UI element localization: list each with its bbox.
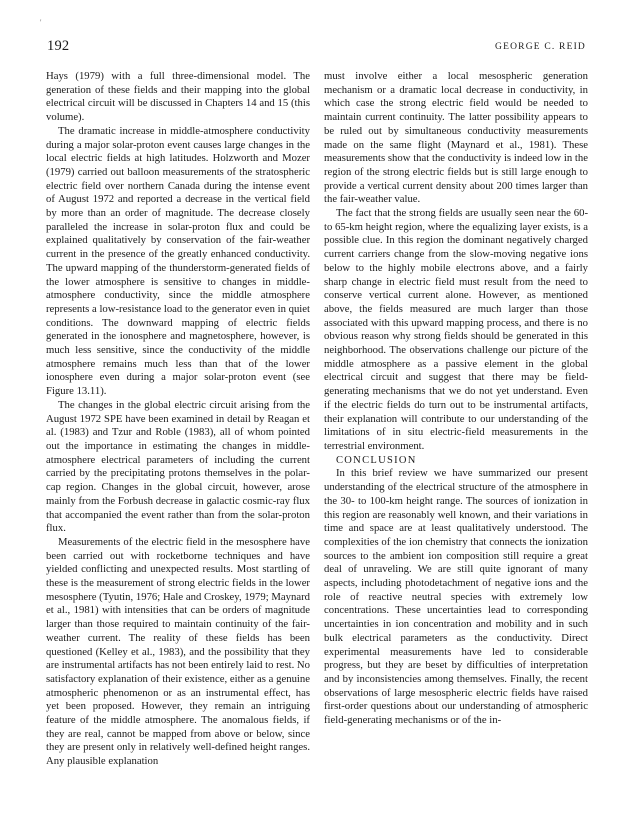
right-column [324,70,588,728]
scan-mark: ' [40,18,42,27]
paragraph: In this brief review we have summarized our present understanding of the electrical structure of the atmosphere in the 30- to 100-km height range. The sources of ionization in this region are reasonably well known, and their variations in time and space are at least qualitatively understood. The complexities of the ion chemistry that connects the ionization sources to the ambient ion composition still require a great deal of unraveling. We are still quite ignorant of many aspects, including photodetachment of negative ions and the role of reactive neutral species with extremely low concentrations. These uncertainties lead to corresponding uncertainties in ion concentration and mobility and in such bulk electrical parameters as the conductivity. Direct experimental measurements have led to considerable progress, but they are beset by difficulties of interpretation and by inconsistencies among themselves. Finally, the recent observations of large mesospheric electric fields have raised first-order questions about our understanding of atmospheric field-generating mechanisms or of the in- [324,467,588,727]
page-number: 192 [47,38,70,54]
paragraph: Hays (1979) with a full three-dimensional model. The generation of these fields and their mapping into the global electrical circuit will be discussed in Chapters 14 and 15 (this volume). [46,70,310,124]
section-heading: CONCLUSION [336,454,417,466]
paragraph: must involve either a local mesospheric generation mechanism or a dramatic local decrease in conductivity, in which case the strong electric field would be needed to maintain current continuity. The latter possibility appears to be ruled out by simultaneous conductivity measurements made on the same flight (Maynard et al., 1981). These measurements show that the conductivity is indeed low in the region of the strong electric fields but is still large enough to provide a vertical current density about 200 times larger than the fair-weather value. [324,70,588,206]
paragraph: Measurements of the electric field in the mesosphere have been carried out with rocketborne techniques and have yielded conflicting and unexpected results. Most startling of these is the measurement of strong electric fields in the lower mesosphere (Tyutin, 1976; Hale and Croskey, 1979; Maynard et al., 1981) with intensities that can be orders of magnitude larger than those required to maintain continuity of the fair-weather current. The reality of these fields has been questioned (Kelley et al., 1983), and the possibility that they are instrumental artifacts has not been entirely laid to rest. No satisfactory explanation of their existence, either as a genuine atmospheric phenomenon or as an instrumental effect, has yet been proposed. However, they remain an intriguing feature of the middle atmosphere. The anomalous fields, if they are real, cannot be mapped from above or below, since they are present only in relatively well-defined height ranges. Any plausible explanation [46,535,310,768]
left-column [46,70,310,769]
paragraph: The dramatic increase in middle-atmosphere conductivity during a major solar-proton event causes large changes in the local electric fields at high latitudes. Holzworth and Mozer (1979) carried out balloon measurements of the stratospheric electric field over northern Canada during the intense event of August 1972 and reported a decrease in the vertical field by more than an order of magnitude. The decrease closely paralleled the increase in solar-proton flux and could be explained qualitatively by conservation of the fair-weather current in the presence of the greatly enhanced conductivity. The upward mapping of the thunderstorm-generated fields of the lower atmosphere is sensitive to changes in middle-atmosphere conductivity, since the middle atmosphere represents a low-resistance load to the generator even in quiet conditions. The downward mapping of electric fields generated in the ionosphere and magnetosphere, however, is much less sensitive, since the conductivity of the middle atmosphere remains much less than that of the lower ionosphere even during a major solar-proton event (see Figure 13.11). [46,124,310,398]
paragraph: The fact that the strong fields are usually seen near the 60- to 65-km height region, where the equalizing layer exists, is a possible clue. In this region the dominant negatively charged current carriers change from the slow-moving negative ions below to the highly mobile electrons above, and a fairly sharp change in electric field must result from the need to conserve vertical current alone. However, as mentioned above, the fields measured are much larger than those associated with this upward mapping process, and there is no obvious reason why strong fields should be generated in this neighborhood. The observations challenge our picture of the middle atmosphere as a passive element in the global electrical circuit and suggest that there may be field-generating mechanisms that we do not yet understand. Even if the electric fields do turn out to be instrumental artifacts, their explanation will contribute to our understanding of the limitations of in situ electric-field measurements in the terrestrial environment. [324,207,588,452]
running-head: GEORGE C. REID [495,42,586,52]
paragraph: The changes in the global electric circuit arising from the August 1972 SPE have been examined in detail by Reagan et al. (1983) and Tzur and Roble (1983), all of whom pointed out the importance in estimating the changes in middle-atmosphere electrical parameters of including the current carried by the precipitating protons themselves in the polar-cap region. Changes in the global circuit, however, arose mainly from the Forbush decrease in galactic cosmic-ray flux that accompanied the event rather than from the solar-proton flux. [46,398,310,535]
